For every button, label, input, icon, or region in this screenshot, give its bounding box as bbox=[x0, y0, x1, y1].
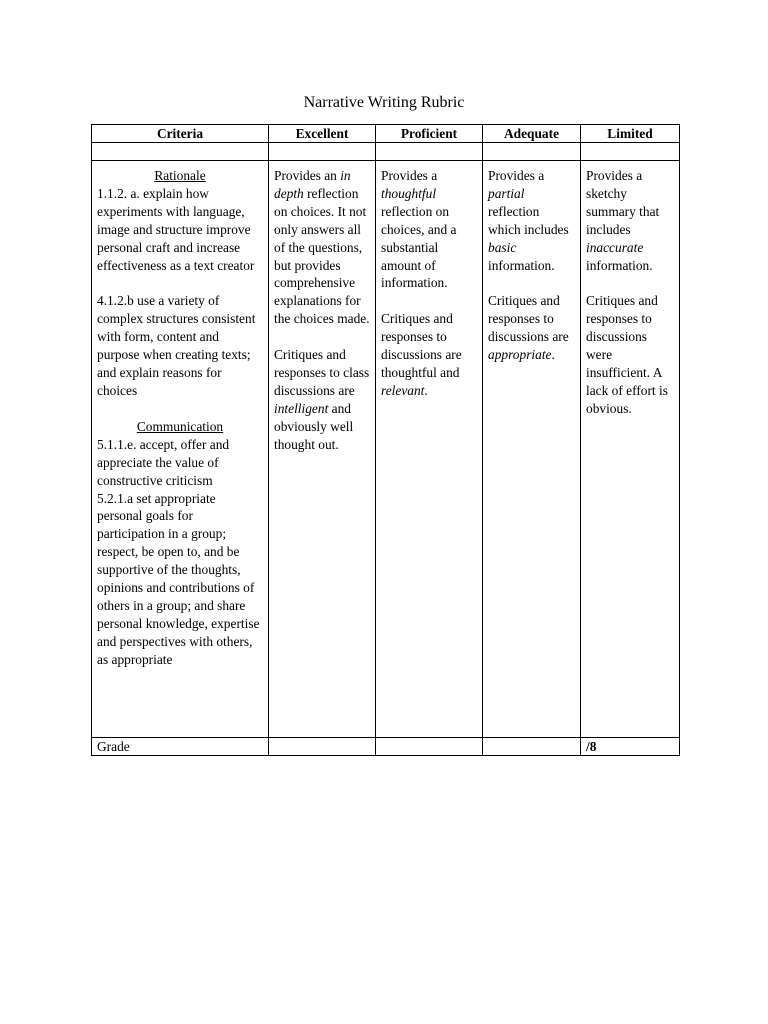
header-row bbox=[92, 125, 680, 143]
grade-cell-empty bbox=[376, 738, 483, 756]
rubric-table bbox=[91, 124, 680, 756]
header-criteria: Criteria bbox=[92, 125, 269, 143]
adequate-cell bbox=[483, 161, 581, 738]
grade-cell-empty bbox=[269, 738, 376, 756]
header-adequate: Adequate bbox=[483, 125, 581, 143]
excellent-cell bbox=[269, 161, 376, 738]
proficient-cell bbox=[376, 161, 483, 738]
empty-cell bbox=[483, 143, 581, 161]
document-title: Narrative Writing Rubric bbox=[303, 94, 465, 111]
empty-cell bbox=[269, 143, 376, 161]
proficient-critiques: Critiques and responses to discussions are thoughtful and relevant. bbox=[381, 311, 462, 398]
header-limited: Limited bbox=[581, 125, 680, 143]
limited-critiques: Critiques and responses to discussions were insufficient. A lack of effort is obvious. bbox=[586, 293, 668, 416]
grade-row bbox=[92, 738, 680, 756]
grade-cell-empty bbox=[483, 738, 581, 756]
header-excellent: Excellent bbox=[269, 125, 376, 143]
limited-cell bbox=[581, 161, 680, 738]
limited-reflection: Provides a sketchy summary that includes inaccurate information. bbox=[586, 168, 660, 273]
rationale-heading: Rationale bbox=[154, 168, 206, 183]
adequate-reflection: Provides a partial reflection which includes basic information. bbox=[488, 168, 569, 273]
proficient-reflection: Provides a thoughtful reflection on choices, and a substantial amount of information. bbox=[381, 168, 457, 291]
excellent-reflection: Provides an in depth reflection on choices. It not only answers all of the questions, but provides comprehensive explanations for the choices made. bbox=[274, 168, 370, 327]
communication-outcome-1: 5.1.1.e. accept, offer and appreciate the value of constructive criticism bbox=[97, 436, 230, 488]
rationale-outcome-2: 4.1.2.b use a variety of complex structures consistent with form, content and purpose when creating texts; and explain reasons for choices bbox=[97, 293, 256, 398]
empty-cell bbox=[92, 143, 269, 161]
empty-cell bbox=[376, 143, 483, 161]
grade-total: /8 bbox=[581, 738, 680, 756]
header-proficient: Proficient bbox=[376, 125, 483, 143]
communication-outcome-2: 5.2.1.a set appropriate personal goals for participation in a group; respect, be open to, and be supportive of the thoughts, opinions and contributions of others in a group; and share personal knowledge, expertise and perspectives with others, as appropriate bbox=[97, 490, 260, 667]
empty-row bbox=[92, 143, 680, 161]
excellent-critiques: Critiques and responses to class discussions are intelligent and obviously well thought out. bbox=[274, 347, 370, 452]
rationale-outcome-1: 1.1.2. a. explain how experiments with language, image and structure improve personal craft and increase effectiveness as a text creator bbox=[97, 185, 255, 273]
communication-heading: Communication bbox=[136, 418, 224, 434]
criteria-cell bbox=[92, 161, 269, 738]
adequate-critiques: Critiques and responses to discussions are appropriate. bbox=[488, 293, 569, 363]
rubric-body-row bbox=[92, 161, 680, 738]
empty-cell bbox=[581, 143, 680, 161]
grade-label: Grade bbox=[92, 738, 269, 756]
